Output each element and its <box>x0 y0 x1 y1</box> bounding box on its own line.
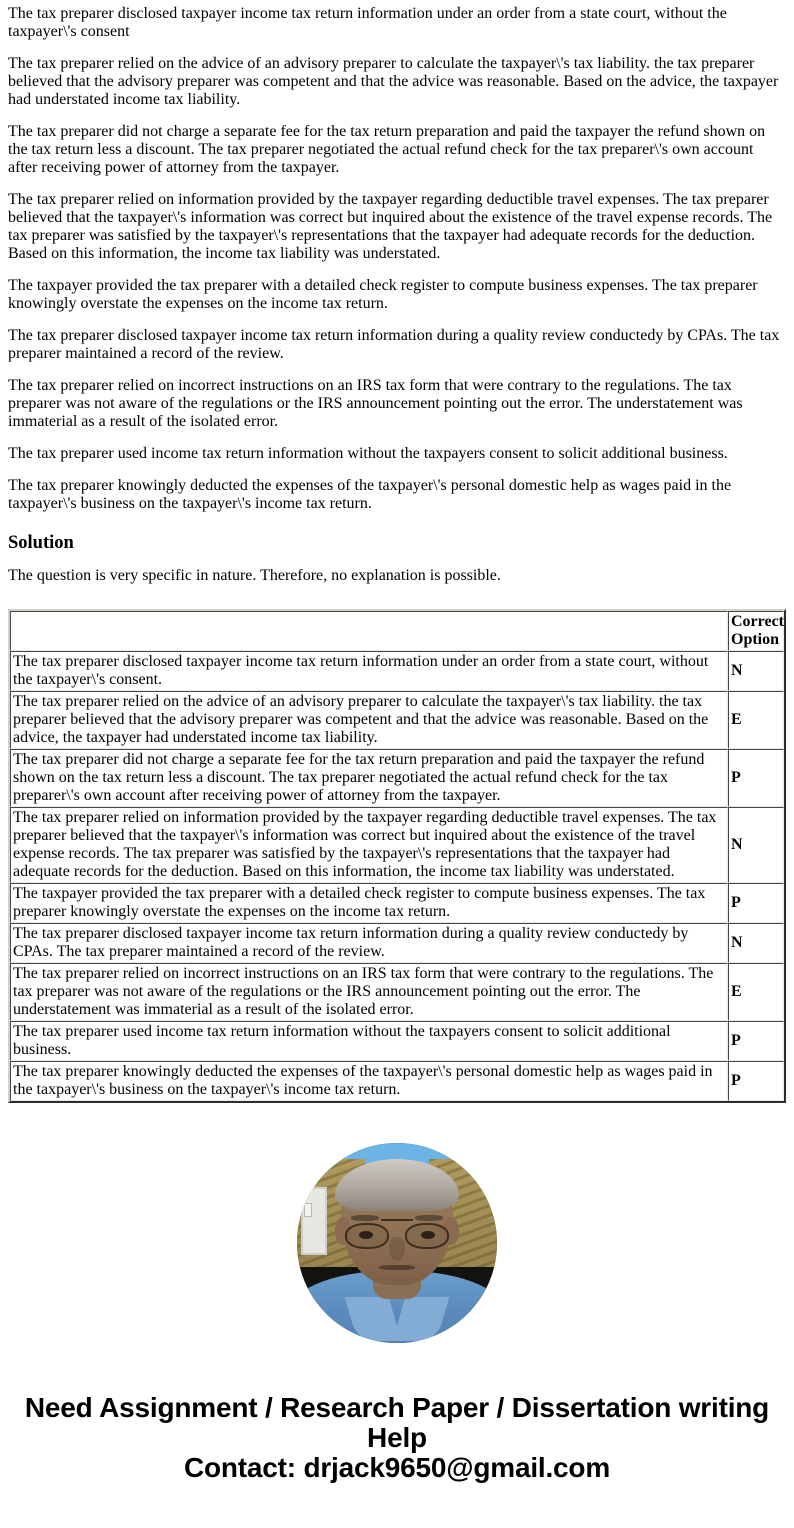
question-paragraph: The taxpayer provided the tax preparer with a detailed check register to compute business expenses. The tax preparer knowingly overstate the expenses on the income tax return. <box>8 277 758 312</box>
row-correct-option: N <box>728 923 784 963</box>
table-row <box>10 963 784 1021</box>
table-row <box>10 651 784 691</box>
avatar-mouth <box>379 1265 415 1270</box>
avatar-eyebrow-right <box>415 1215 443 1221</box>
row-description: The tax preparer knowingly deducted the expenses of the taxpayer\'s personal domestic help as wages paid in the taxpayer\'s business on the taxpayer\'s income tax return. <box>10 1061 728 1101</box>
table-row <box>10 1021 784 1061</box>
avatar <box>297 1143 497 1343</box>
promo-block <box>8 1349 786 1483</box>
question-paragraph: The tax preparer relied on information provided by the taxpayer regarding deductible travel expenses. The tax preparer believed that the taxpayer\'s information was correct but inquired about the existence of the travel expense records. The tax preparer was satisfied by the taxpayer\'s representations that the taxpayer had adequate records for the deduction. Based on this information, the income tax liability was understated. <box>8 191 773 262</box>
avatar-block <box>8 1103 786 1349</box>
avatar-background-switch <box>304 1203 312 1217</box>
table-row <box>10 923 784 963</box>
row-description: The tax preparer used income tax return information without the taxpayers consent to solicit additional business. <box>10 1021 728 1061</box>
question-paragraph: The tax preparer relied on incorrect instructions on an IRS tax form that were contrary to the regulations. The tax preparer was not aware of the regulations or the IRS announcement pointing out the error. The understatement was immaterial as a result of the isolated error. <box>8 377 743 430</box>
question-statements <box>8 5 786 513</box>
row-description: The tax preparer relied on incorrect instructions on an IRS tax form that were contrary to the regulations. The tax preparer was not aware of the regulations or the IRS announcement pointing out the error. The understatement was immaterial as a result of the isolated error. <box>10 963 728 1021</box>
solution-note: The question is very specific in nature. Therefore, no explanation is possible. <box>8 567 501 584</box>
avatar-eye-right <box>421 1231 435 1239</box>
row-description: The tax preparer did not charge a separate fee for the tax return preparation and paid the taxpayer the refund shown on the tax return less a discount. The tax preparer negotiated the actual refund check for the tax preparer\'s own account after receiving power of attorney from the taxpayer. <box>10 749 728 807</box>
table-row <box>10 807 784 883</box>
question-paragraph: The tax preparer disclosed taxpayer income tax return information under an order from a state court, without the taxpayer\'s consent <box>8 5 727 40</box>
answer-table-wrapper <box>8 607 786 1103</box>
row-description: The tax preparer relied on the advice of an advisory preparer to calculate the taxpayer\'s tax liability. the tax preparer believed that the advisory preparer was competent and that the advice was reasonable. Based on the advice, the taxpayer had understated income tax liability. <box>10 691 728 749</box>
row-correct-option: P <box>728 749 784 807</box>
table-row <box>10 883 784 923</box>
row-description: The tax preparer relied on information provided by the taxpayer regarding deductible travel expenses. The tax preparer believed that the taxpayer\'s information was correct but inquired about the existence of the travel expense records. The tax preparer was satisfied by the taxpayer\'s representations that the taxpayer had adequate records for the deduction. Based on this information, the income tax liability was understated. <box>10 807 728 883</box>
question-paragraph: The tax preparer did not charge a separate fee for the tax return preparation and paid the taxpayer the refund shown on the tax return less a discount. The tax preparer negotiated the actual refund check for the tax preparer\'s own account after receiving power of attorney from the taxpayer. <box>8 123 766 176</box>
row-description: The tax preparer disclosed taxpayer income tax return information during a quality review conductedy by CPAs. The tax preparer maintained a record of the review. <box>10 923 728 963</box>
question-paragraph: The tax preparer knowingly deducted the expenses of the taxpayer\'s personal domestic help as wages paid in the taxpayer\'s business on the taxpayer\'s income tax return. <box>8 477 732 512</box>
avatar-nose <box>389 1237 405 1261</box>
row-correct-option: E <box>728 691 784 749</box>
row-correct-option: P <box>728 1061 784 1101</box>
avatar-eye-left <box>359 1231 373 1239</box>
avatar-background-door <box>301 1187 327 1255</box>
question-paragraph: The tax preparer disclosed taxpayer income tax return information during a quality review conductedy by CPAs. The tax preparer maintained a record of the review. <box>8 327 780 362</box>
row-description: The taxpayer provided the tax preparer with a detailed check register to compute business expenses. The tax preparer knowingly overstate the expenses on the income tax return. <box>10 883 728 923</box>
table-row <box>10 1061 784 1101</box>
answer-table-head <box>10 611 784 651</box>
row-description: The tax preparer disclosed taxpayer income tax return information under an order from a state court, without the taxpayer\'s consent. <box>10 651 728 691</box>
answer-table-body <box>10 651 784 1101</box>
table-header-row <box>10 611 784 651</box>
row-correct-option: N <box>728 651 784 691</box>
table-row <box>10 691 784 749</box>
solution-section <box>8 533 786 585</box>
answer-table <box>8 609 786 1103</box>
promo-contact: Contact: drjack9650@gmail.com <box>183 1451 611 1483</box>
row-correct-option: E <box>728 963 784 1021</box>
row-correct-option: P <box>728 883 784 923</box>
document-page <box>0 5 794 1483</box>
solution-heading: Solution <box>8 533 74 553</box>
question-paragraph: The tax preparer relied on the advice of an advisory preparer to calculate the taxpayer\'s tax liability. the tax preparer believed that the advisory preparer was competent and that the advice was reasonable. Based on the advice, the taxpayer had understated income tax liability. <box>8 55 779 108</box>
column-header-correct-option: Correct Option <box>728 611 784 651</box>
question-paragraph: The tax preparer used income tax return information without the taxpayers consent to solicit additional business. <box>8 445 728 462</box>
row-correct-option: N <box>728 807 784 883</box>
table-row <box>10 749 784 807</box>
avatar-eyebrow-left <box>351 1215 379 1221</box>
avatar-glasses-bridge <box>381 1219 413 1221</box>
row-correct-option: P <box>728 1021 784 1061</box>
column-header-description <box>10 611 728 651</box>
promo-headline: Need Assignment / Research Paper / Dissertation writing Help <box>24 1391 770 1453</box>
